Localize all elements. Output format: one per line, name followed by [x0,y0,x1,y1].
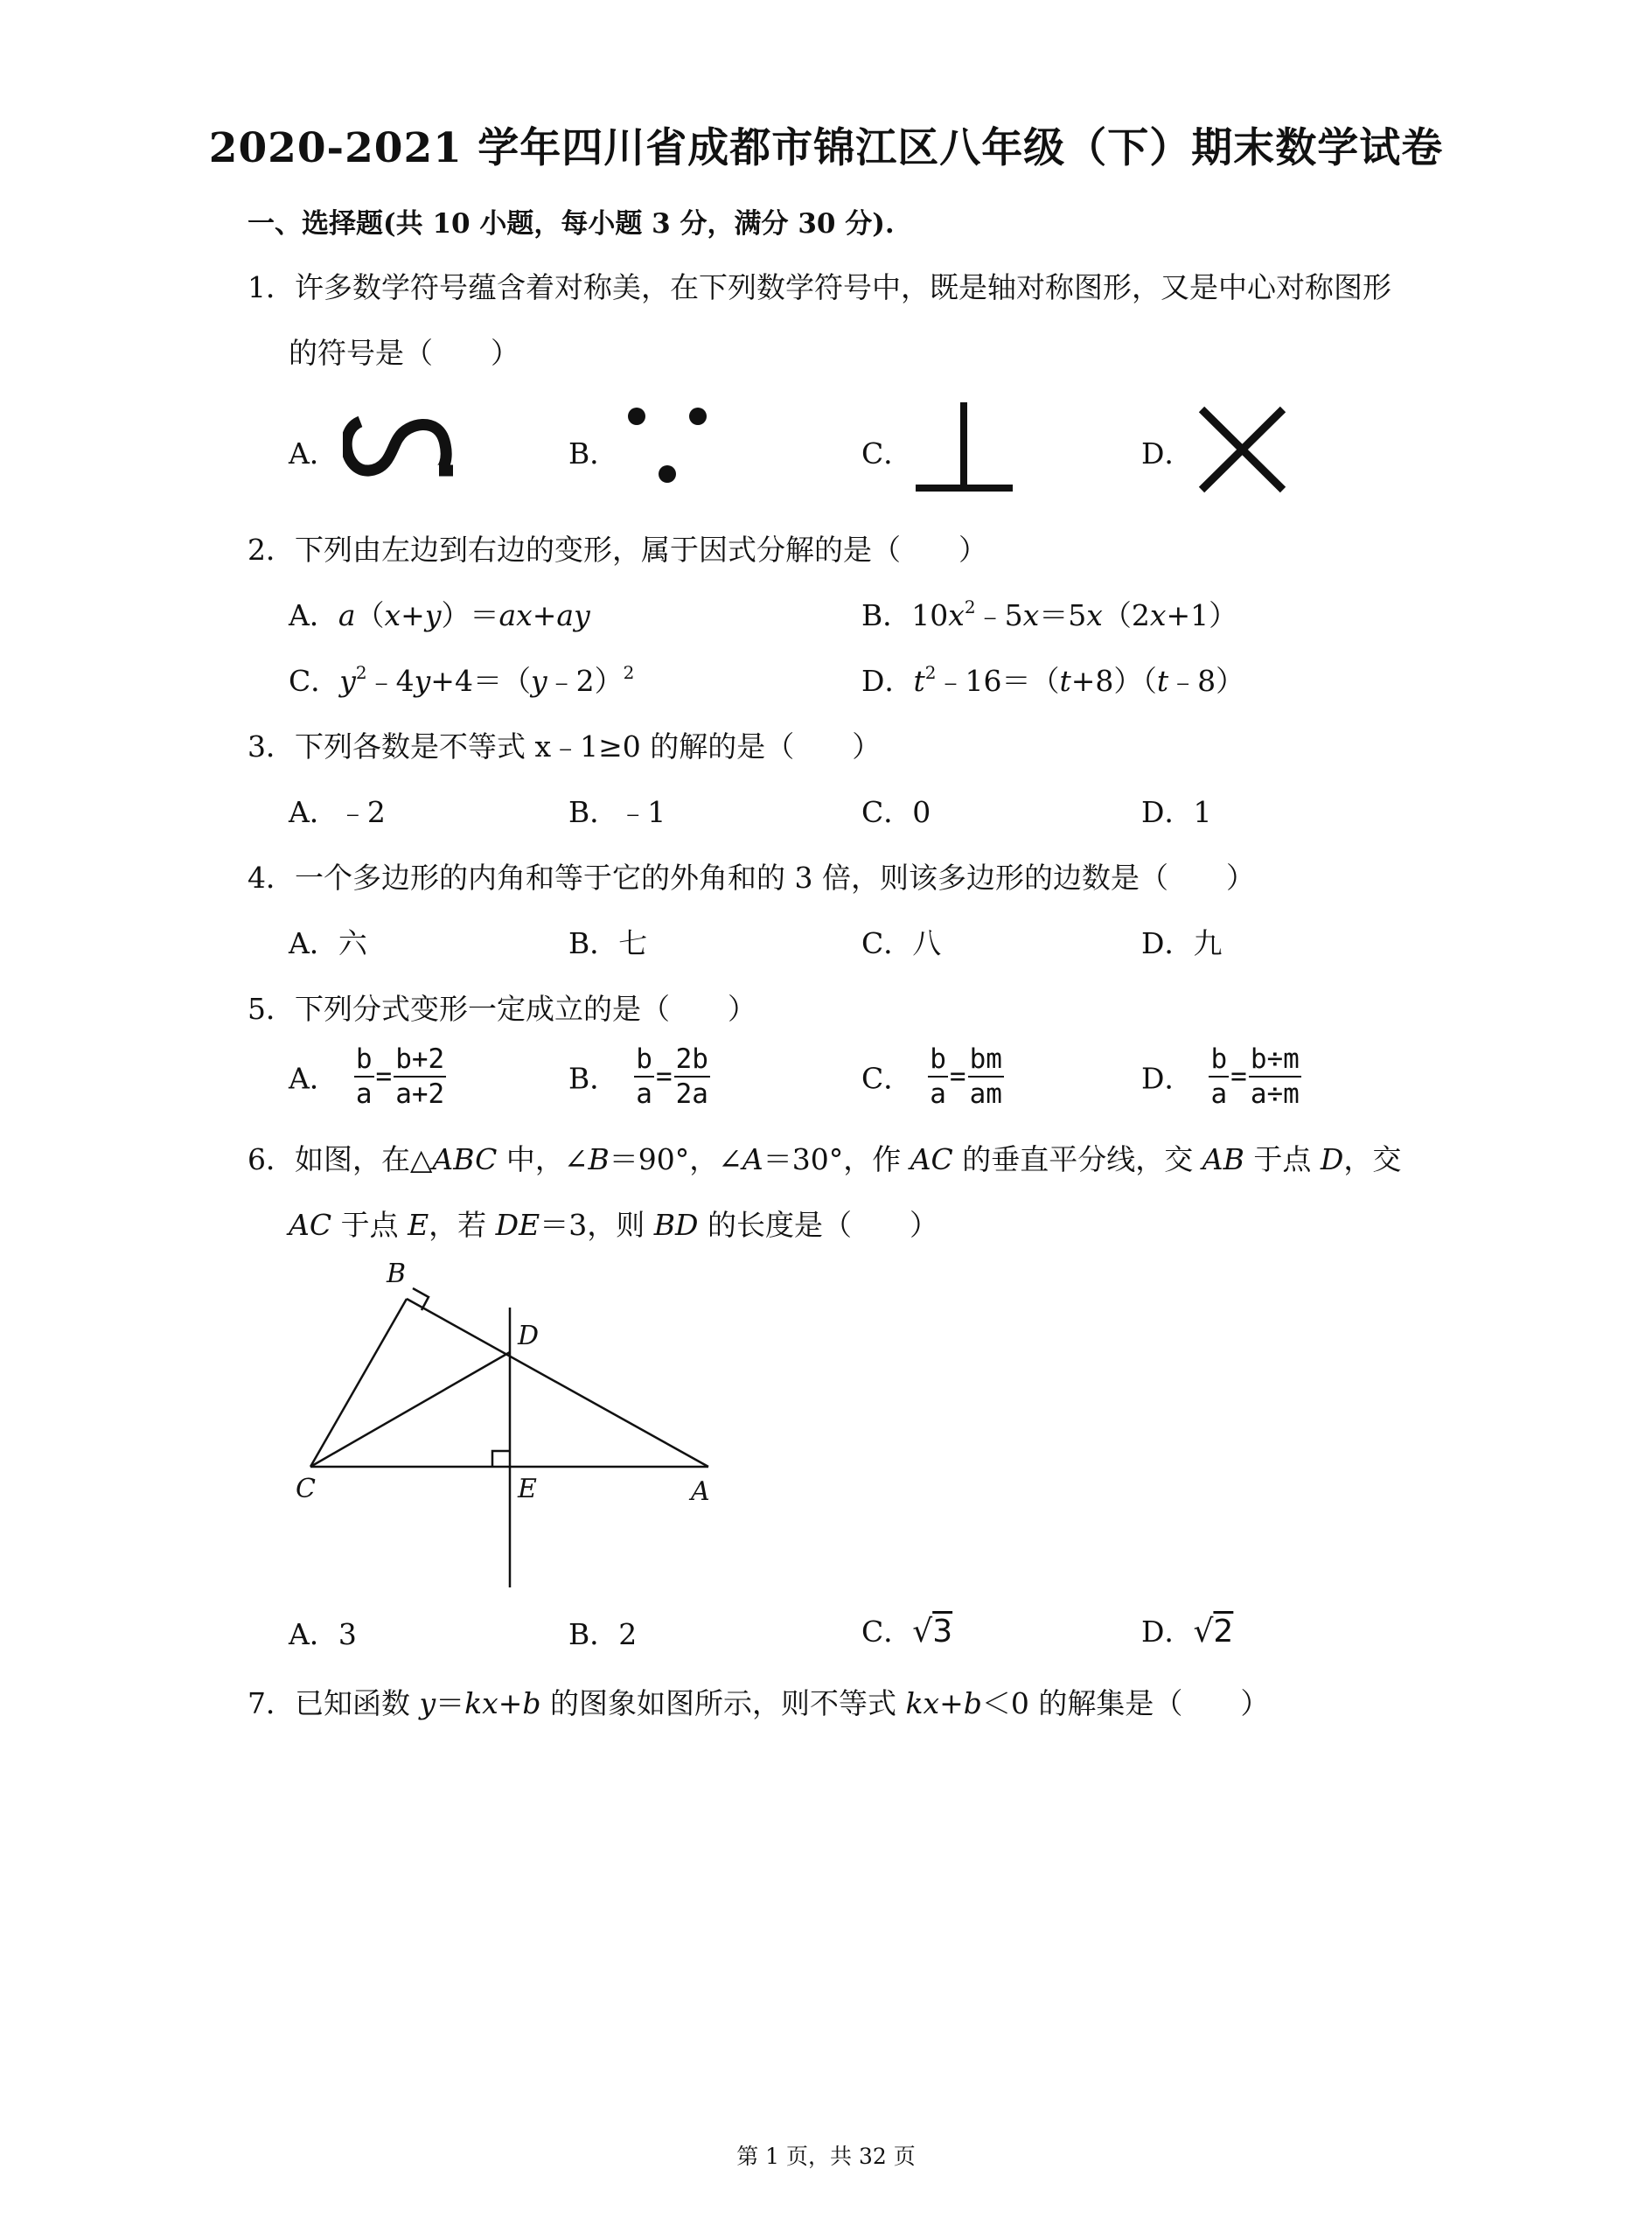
cross-icon [1196,406,1288,493]
q5-option-c: C． $\frac{b}{a}$ = $\frac{bm}{am}$ [861,1043,1002,1110]
q6-option-a: A．3 [289,1617,357,1651]
q3-option-a: A．﹣2 [289,795,386,829]
q2-stem: 2．下列由左边到右边的变形，属于因式分解的是（ ） [247,533,987,567]
triangle-figure [280,1251,735,1592]
q4-option-b: B．七 [568,926,648,960]
q5-option-b: B． $\frac{b}{a}$ = $\frac{2b}{2a}$ [568,1043,708,1110]
q1-option-b-label: B． [568,436,619,471]
section-heading: 一、选择题(共 10 小题，每小题 3 分，满分 30 分). [247,208,895,240]
q4-option-c: C．八 [861,926,942,960]
q3-option-d: D．1 [1141,795,1212,829]
q4-option-a: A．六 [289,926,367,960]
q4-stem: 4．一个多边形的内角和等于它的外角和的 3 倍，则该多边形的边数是（ ） [247,861,1255,895]
s-curve-icon [343,411,455,481]
q1-line2: 的符号是（ ） [289,336,519,370]
q7-stem: 7．已知函数 y＝kx+b 的图象如图所示，则不等式 kx+b＜0 的解集是（ ） [247,1686,1270,1720]
q1-line1: 1．许多数学符号蕴含着对称美，在下列数学符号中，既是轴对称图形，又是中心对称图形 [247,270,1391,304]
q6-option-d: D．√2 [1141,1614,1234,1650]
q6-option-b: B．2 [568,1617,638,1651]
q6-line1: 6．如图，在△ABC 中，∠B＝90°，∠A＝30°，作 AC 的垂直平分线，交 AB 于点 D，交 [247,1142,1402,1176]
three-dots-icon [621,401,717,488]
q2-option-a: A．a（x+y）＝ax+ay [289,598,590,632]
q2-option-d: D．$t^2﹣16=(t+8)(t﹣8)$ [861,662,1245,698]
label-a: A [691,1476,710,1507]
label-e: E [518,1474,537,1504]
label-d: D [518,1321,540,1351]
q3-stem: 3．下列各数是不等式 x﹣1≥0 的解的是（ ） [247,729,882,764]
q5-option-d: D． $\frac{b}{a}$ = $\frac{b\div m}{a\div m}$ [1141,1043,1300,1110]
q3-option-b: B．﹣1 [568,795,666,829]
page-footer: 第 1 页，共 32 页 [736,2144,916,2169]
q5-option-a: A． $\frac{b}{a}$ = $\frac{b+2}{a+2}$ [289,1043,445,1110]
q1-option-c-label: C． [861,436,913,471]
page-title: 2020-2021 学年四川省成都市锦江区八年级（下）期末数学试卷 [208,124,1444,172]
q2-option-b: B．$10x^2﹣5x=5x(2x+1)$ [861,596,1238,632]
q6-option-c: C．√3 [861,1614,953,1650]
q5-stem: 5．下列分式变形一定成立的是（ ） [247,992,756,1026]
q1-option-a-label: A． [289,436,338,471]
q3-option-c: C．0 [861,795,931,829]
q1-option-d-label: D． [1141,436,1194,471]
perpendicular-icon [914,401,1014,497]
q2-option-c: C．$y^2﹣4y+4=(y﹣2)^2$ [289,662,635,698]
q4-option-d: D．九 [1141,926,1223,960]
label-c: C [296,1474,316,1504]
q6-line2: AC 于点 E，若 DE＝3，则 BD 的长度是（ ） [289,1208,938,1242]
label-b: B [387,1259,407,1289]
